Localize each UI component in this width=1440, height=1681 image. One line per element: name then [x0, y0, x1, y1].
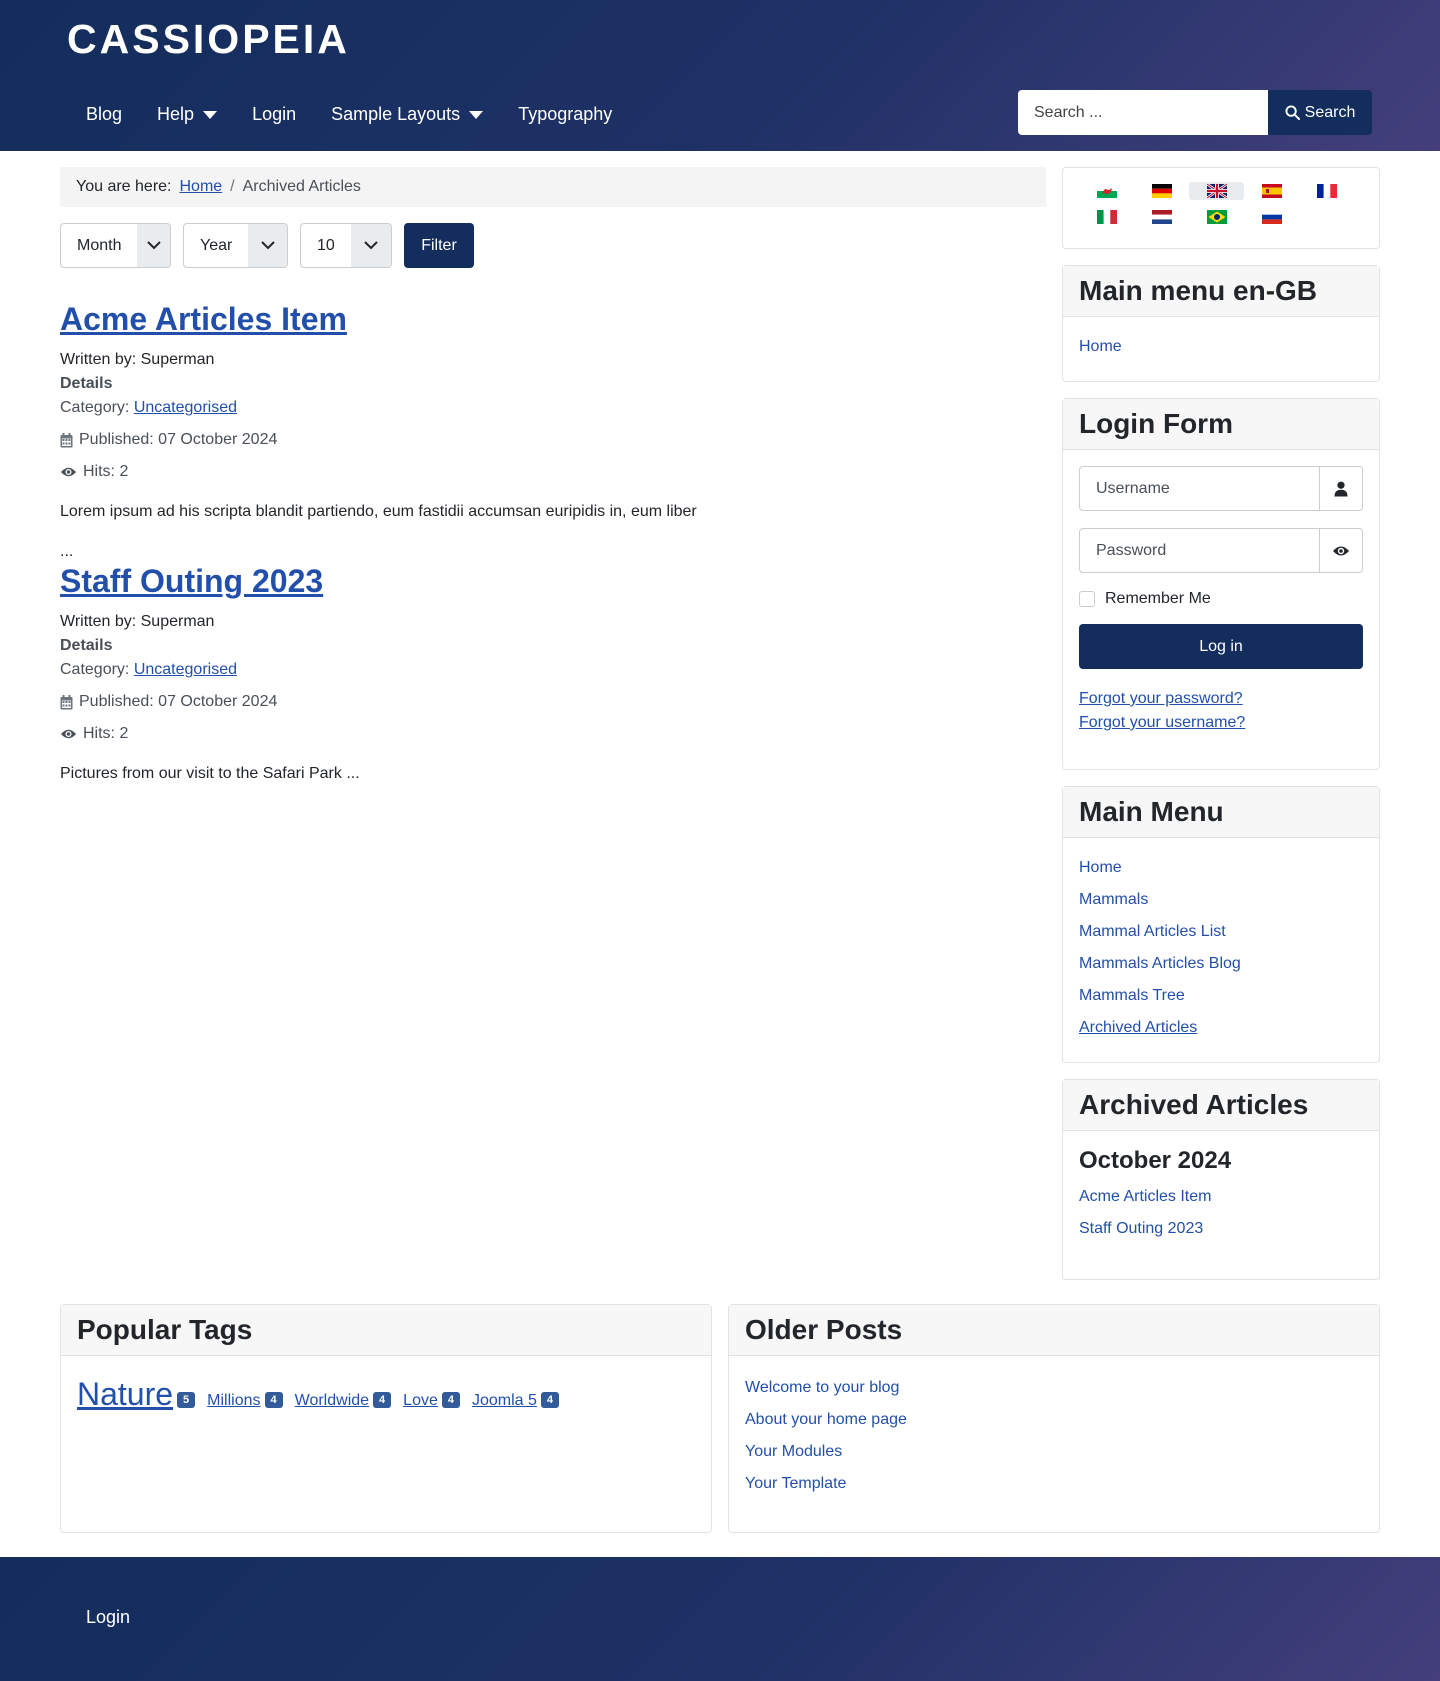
flag-germany[interactable] — [1134, 182, 1189, 200]
article-item — [60, 563, 1020, 786]
hits-count: Hits: 2 — [83, 463, 129, 480]
module-title: Login Form — [1063, 399, 1379, 450]
tag-item[interactable] — [77, 1376, 195, 1413]
language-switcher — [1062, 167, 1380, 249]
tag-link[interactable]: Joomla 5 — [472, 1392, 537, 1409]
uk-flag-icon — [1207, 184, 1227, 198]
search-button-label: Search — [1304, 103, 1356, 121]
breadcrumb-home-link[interactable]: Home — [179, 178, 223, 195]
nav-item-label: Sample Layouts — [331, 104, 461, 124]
netherlands-flag-icon — [1152, 210, 1172, 224]
older-post-link[interactable]: Your Modules — [745, 1443, 843, 1460]
nav-item-label: Blog — [86, 104, 123, 124]
menu-link[interactable]: Mammals Articles Blog — [1079, 955, 1241, 972]
remember-me-label: Remember Me — [1105, 590, 1211, 607]
category-link[interactable]: Uncategorised — [133, 661, 237, 678]
hits-count: Hits: 2 — [83, 725, 129, 742]
menu-link[interactable]: Home — [1079, 859, 1122, 876]
year-select-value: Year — [200, 236, 233, 254]
older-post-item[interactable] — [745, 1436, 1363, 1468]
germany-flag-icon — [1152, 184, 1172, 198]
menu-link[interactable]: Home — [1079, 338, 1122, 355]
article-title — [60, 563, 1020, 600]
tag-item[interactable] — [207, 1392, 282, 1410]
flag-uk[interactable] — [1189, 182, 1244, 200]
archive-item[interactable] — [1079, 1213, 1363, 1245]
flag-brazil[interactable] — [1189, 208, 1244, 226]
module-title: Main menu en-GB — [1063, 266, 1379, 317]
site-footer — [0, 1557, 1440, 1681]
show-password-eye-icon[interactable] — [1319, 529, 1362, 572]
article-hits — [60, 722, 1020, 746]
menu-item-archived-articles[interactable] — [1079, 1012, 1363, 1044]
login-button[interactable]: Log in — [1079, 624, 1363, 669]
site-header — [0, 0, 1440, 151]
filter-button[interactable]: Filter — [404, 223, 474, 268]
tag-count-badge: 4 — [265, 1392, 283, 1408]
main-nav — [70, 98, 631, 131]
menu-link-active[interactable]: Archived Articles — [1079, 1019, 1198, 1036]
breadcrumb-separator: / — [230, 178, 235, 195]
tag-count-badge: 4 — [442, 1392, 460, 1408]
nav-item-sample-layouts[interactable] — [315, 98, 499, 131]
russia-flag-icon — [1262, 210, 1282, 224]
article-author: Written by: Superman — [60, 351, 215, 368]
nav-item-typography[interactable] — [502, 98, 628, 131]
breadcrumb-current: Archived Articles — [242, 178, 361, 195]
article-published — [60, 428, 1020, 452]
calendar-icon — [60, 695, 73, 710]
older-post-item[interactable] — [745, 1372, 1363, 1404]
archived-articles-module — [1062, 1079, 1380, 1280]
tag-item[interactable] — [472, 1392, 559, 1410]
tag-count-badge: 4 — [373, 1392, 391, 1408]
published-date: Published: 07 October 2024 — [79, 431, 278, 448]
popular-tags-module — [60, 1304, 712, 1533]
menu-link[interactable]: Mammals Tree — [1079, 987, 1185, 1004]
category-link[interactable]: Uncategorised — [133, 399, 237, 416]
limit-select-value: 10 — [317, 236, 335, 254]
nav-item-label: Login — [252, 104, 297, 124]
article-intro: Pictures from our visit to the Safari Park ... — [60, 765, 360, 782]
tag-link[interactable]: Worldwide — [294, 1392, 370, 1409]
article-hits — [60, 460, 1020, 484]
nav-item-login[interactable] — [236, 98, 312, 131]
caret-down-icon — [203, 111, 217, 119]
flag-spain[interactable] — [1244, 182, 1299, 200]
remember-me-row — [1079, 590, 1363, 608]
username-field-group — [1079, 466, 1363, 511]
tag-link[interactable]: Millions — [207, 1392, 261, 1409]
module-title: Archived Articles — [1063, 1080, 1379, 1131]
site-logo[interactable]: CASSIOPEIA — [67, 16, 350, 62]
search-form — [1018, 90, 1372, 135]
older-post-link[interactable]: Your Template — [745, 1475, 847, 1492]
older-posts-module — [728, 1304, 1380, 1533]
article-intro: Lorem ipsum ad his scripta blandit partiendo, eum fastidii accumsan euripidis in, eum liber — [60, 503, 697, 520]
article-title-link[interactable]: Acme Articles Item — [60, 301, 347, 337]
year-select[interactable] — [183, 223, 288, 268]
limit-select[interactable] — [300, 223, 392, 268]
tag-item[interactable] — [403, 1392, 460, 1410]
breadcrumb — [60, 167, 1046, 207]
article-item — [60, 301, 1020, 564]
search-input[interactable] — [1018, 90, 1268, 135]
tag-count-badge: 4 — [541, 1392, 559, 1408]
details-label: Details — [60, 375, 113, 392]
breadcrumb-prefix: You are here: — [76, 178, 172, 195]
flag-wales[interactable] — [1079, 182, 1134, 200]
archive-link[interactable]: Staff Outing 2023 — [1079, 1220, 1204, 1237]
tag-item[interactable] — [295, 1392, 392, 1410]
footer-login-link[interactable]: Login — [86, 1607, 131, 1627]
module-title: Popular Tags — [61, 1305, 711, 1356]
password-field-group — [1079, 528, 1363, 573]
forgot-password-link[interactable]: Forgot your password? — [1079, 690, 1243, 707]
main-menu-engb-module — [1062, 265, 1380, 382]
menu-item-mammals[interactable] — [1079, 884, 1363, 916]
login-module — [1062, 398, 1380, 770]
tag-link[interactable]: Nature — [77, 1376, 174, 1412]
chevron-down-icon — [137, 224, 170, 267]
menu-link[interactable]: Mammals — [1079, 891, 1149, 908]
wales-flag-icon — [1097, 184, 1117, 198]
chevron-down-icon — [351, 224, 391, 267]
flag-italy[interactable] — [1079, 208, 1134, 226]
flag-netherlands[interactable] — [1134, 208, 1189, 226]
module-title: Main Menu — [1063, 787, 1379, 838]
article-ellipsis: ... — [60, 543, 74, 560]
tag-link[interactable]: Love — [403, 1392, 438, 1409]
menu-item-mammals-articles-blog[interactable] — [1079, 948, 1363, 980]
search-icon — [1285, 105, 1300, 120]
nav-item-label: Help — [157, 104, 195, 124]
article-category — [60, 658, 1020, 682]
category-label: Category: — [60, 661, 130, 678]
older-post-link[interactable]: About your home page — [745, 1411, 907, 1428]
archive-month-heading: October 2024 — [1079, 1147, 1232, 1174]
module-title: Older Posts — [729, 1305, 1379, 1356]
eye-icon — [60, 728, 77, 740]
italy-flag-icon — [1097, 210, 1117, 224]
article-author: Written by: Superman — [60, 613, 215, 630]
france-flag-icon — [1317, 184, 1337, 198]
menu-item-mammals-tree[interactable] — [1079, 980, 1363, 1012]
article-title — [60, 301, 1020, 338]
article-title-link[interactable]: Staff Outing 2023 — [60, 563, 324, 599]
month-select-value: Month — [77, 236, 122, 254]
nav-item-label: Typography — [518, 104, 613, 124]
flag-france[interactable] — [1299, 182, 1354, 200]
calendar-icon — [60, 433, 73, 448]
spain-flag-icon — [1262, 184, 1282, 198]
category-label: Category: — [60, 399, 130, 416]
main-menu-module — [1062, 786, 1380, 1063]
username-input[interactable] — [1080, 467, 1319, 510]
nav-item-help[interactable] — [141, 98, 233, 131]
password-input[interactable] — [1080, 529, 1319, 572]
caret-down-icon — [469, 111, 483, 119]
archive-link[interactable]: Acme Articles Item — [1079, 1188, 1212, 1205]
eye-icon — [60, 466, 77, 478]
menu-item-home[interactable] — [1079, 331, 1363, 363]
user-icon — [1319, 467, 1362, 510]
remember-me-checkbox[interactable] — [1079, 591, 1095, 607]
flag-russia[interactable] — [1244, 208, 1299, 226]
menu-item-home[interactable] — [1079, 852, 1363, 884]
older-post-link[interactable]: Welcome to your blog — [745, 1379, 900, 1396]
search-button[interactable] — [1268, 90, 1372, 135]
details-label: Details — [60, 637, 113, 654]
article-published — [60, 690, 1020, 714]
archive-filters — [60, 223, 474, 268]
menu-link[interactable]: Mammal Articles List — [1079, 923, 1226, 940]
chevron-down-icon — [248, 224, 287, 267]
nav-item-blog[interactable] — [70, 98, 138, 131]
brazil-flag-icon — [1207, 210, 1227, 224]
published-date: Published: 07 October 2024 — [79, 693, 278, 710]
tag-count-badge: 5 — [177, 1392, 195, 1408]
article-category — [60, 396, 1020, 420]
older-post-item[interactable] — [745, 1468, 1363, 1500]
archive-item[interactable] — [1079, 1181, 1363, 1213]
menu-item-mammal-articles-list[interactable] — [1079, 916, 1363, 948]
forgot-username-link[interactable]: Forgot your username? — [1079, 714, 1246, 731]
older-post-item[interactable] — [745, 1404, 1363, 1436]
month-select[interactable] — [60, 223, 171, 268]
